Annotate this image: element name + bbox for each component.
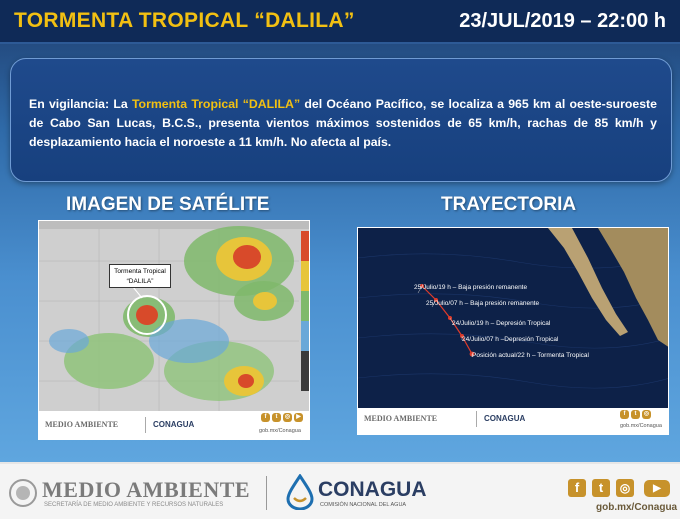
- sat-logo-conagua: CONAGUA: [153, 420, 195, 429]
- traj-logo-conagua: CONAGUA: [484, 414, 526, 423]
- traj-logo-semarnat: MEDIO AMBIENTE: [364, 414, 438, 423]
- traj-logo-divider: [476, 411, 477, 427]
- sat-web-link[interactable]: gob.mx/Conagua: [259, 428, 301, 434]
- instagram-icon[interactable]: ◎: [616, 479, 634, 497]
- twitter-icon[interactable]: t: [592, 479, 610, 497]
- track-label-2: 25/Julio/07 h – Baja presión remanente: [426, 300, 540, 307]
- seal-icon: [8, 478, 38, 508]
- bulletin-panel: [10, 58, 672, 182]
- track-label-1: 25/Julio/19 h – Baja presión remanente: [414, 284, 528, 291]
- page-title: TORMENTA TROPICAL “DALILA”: [14, 9, 355, 32]
- footer-semarnat-title: MEDIO AMBIENTE: [42, 477, 251, 502]
- trajectory-chart: [358, 228, 669, 435]
- storm-name-highlight: Tormenta Tropical “DALILA”: [131, 97, 301, 111]
- footer-divider: [266, 476, 267, 510]
- youtube-icon[interactable]: ▶: [644, 480, 670, 497]
- twitter-icon[interactable]: t: [631, 410, 640, 419]
- track-label-4: 24/Julio/07 h –Depresión Tropical: [462, 336, 559, 343]
- instagram-icon[interactable]: ◎: [643, 411, 650, 417]
- sat-social-icons: [261, 413, 303, 422]
- trajectory-map: [357, 227, 669, 435]
- footer: [0, 462, 680, 519]
- conagua-drop-icon: [284, 474, 316, 510]
- header-bar: [0, 0, 680, 44]
- facebook-icon[interactable]: f: [261, 413, 270, 422]
- sat-logo-semarnat: MEDIO AMBIENTE: [45, 420, 119, 429]
- facebook-icon[interactable]: f: [620, 410, 629, 419]
- facebook-icon[interactable]: f: [568, 479, 586, 497]
- youtube-icon[interactable]: ▶: [294, 413, 303, 422]
- trajectory-heading: TRAYECTORIA: [441, 194, 577, 215]
- track-label-5: Posición actual/22 h – Tormenta Tropical: [472, 352, 589, 359]
- footer-conagua-title: CONAGUA: [318, 478, 427, 501]
- satellite-image: [38, 220, 310, 440]
- track-label-3: 24/Julio/19 h – Depresión Tropical: [452, 320, 551, 327]
- traj-web-link[interactable]: gob.mx/Conagua: [620, 423, 662, 429]
- footer-web-link[interactable]: gob.mx/Conagua: [596, 502, 678, 513]
- instagram-icon[interactable]: ◎: [284, 414, 291, 420]
- sat-logo-divider: [145, 417, 146, 433]
- storm-callout: Tormenta Tropical “DALILA”: [109, 264, 171, 288]
- footer-semarnat-sub: SECRETARÍA DE MEDIO AMBIENTE Y RECURSOS NATURALES: [44, 502, 224, 508]
- bulletin-date: 23/JUL/2019 – 22:00 h: [459, 10, 666, 32]
- satellite-heading: IMAGEN DE SATÉLITE: [66, 194, 270, 215]
- bulletin-text: En vigilancia: La Tormenta Tropical “DALILA” del Océano Pacífico, se localiza a 965 km al oeste-suroeste de Cabo San Lucas, B.C.S., presenta vientos máximos sostenidos de 65 km/h, rachas de 85 km/h y desplazamiento hacia el noroeste a 11 km/h. No afecta al país.: [29, 97, 657, 149]
- traj-social-icons: [620, 410, 651, 419]
- footer-conagua-sub: COMISIÓN NACIONAL DEL AGUA: [320, 502, 407, 508]
- twitter-icon[interactable]: t: [272, 413, 281, 422]
- satellite-imagery: [39, 221, 310, 440]
